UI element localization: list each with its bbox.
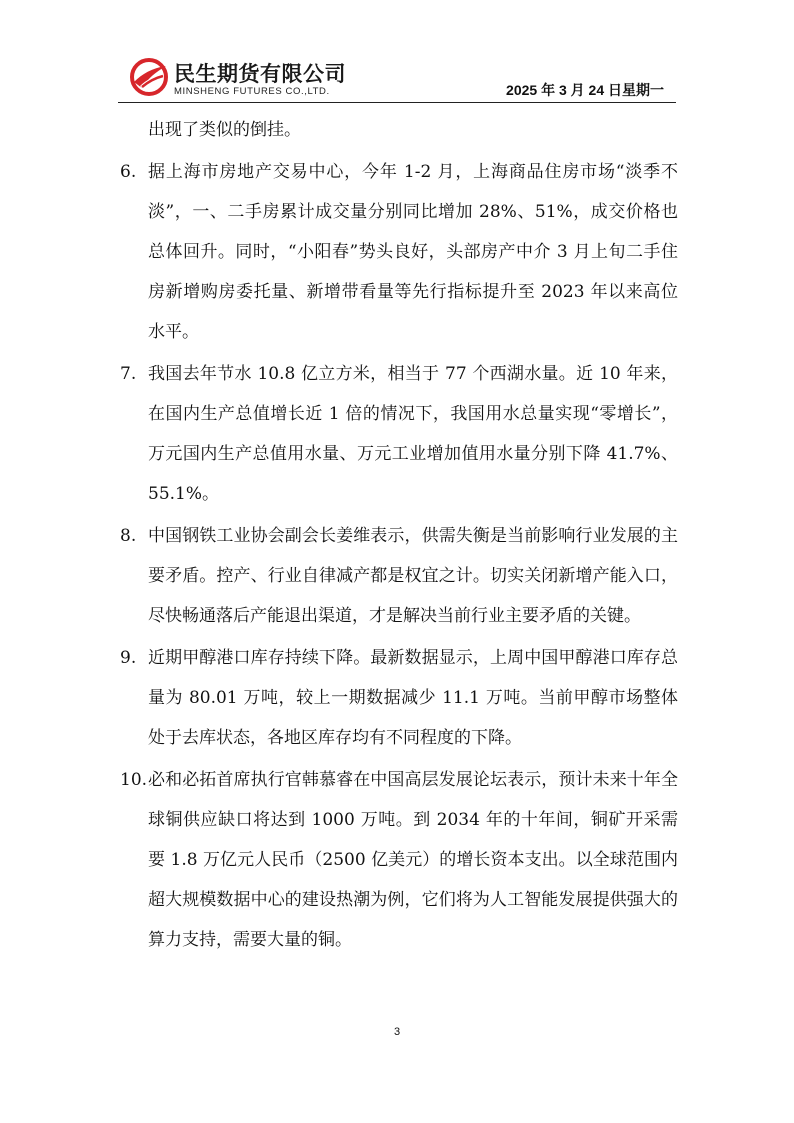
company-name-en: MINSHENG FUTURES CO.,LTD. — [174, 86, 330, 97]
document-body — [118, 110, 678, 960]
company-logo — [128, 56, 368, 100]
list-item-text: 我国去年节水 10.8 亿立方米，相当于 77 个西湖水量。近 10 年来，在国内生产总值增长近 1 倍的情况下，我国用水总量实现“零增长”，万元国内生产总值用水量、万元工业增加值用水量分别下降 41.7%、55.1%。 — [148, 364, 678, 504]
list-item-number: 6. — [120, 162, 137, 182]
list-item-text: 中国钢铁工业协会副会长姜维表示，供需失衡是当前影响行业发展的主要矛盾。控产、行业自律减产都是权宜之计。切实关闭新增产能入口，尽快畅通落后产能退出渠道，才是解决当前行业主要矛盾的关键。 — [148, 526, 678, 626]
header-divider — [118, 102, 676, 103]
list-item-text: 近期甲醇港口库存持续下降。最新数据显示，上周中国甲醇港口库存总量为 80.01 万吨，较上一期数据减少 11.1 万吨。当前甲醇市场整体处于去库状态，各地区库存均有不同程度的下降。 — [148, 648, 678, 748]
list-item-number: 10. — [120, 770, 148, 790]
page-header — [118, 52, 676, 104]
list-item — [118, 152, 678, 352]
list-item-number: 9. — [120, 648, 137, 668]
header-date: 2025 年 3 月 24 日星期一 — [506, 82, 664, 98]
list-item-number: 7. — [120, 364, 137, 384]
company-name-cn: 民生期货有限公司 — [174, 62, 346, 86]
list-item-text: 必和必拓首席执行官韩慕睿在中国高层发展论坛表示，预计未来十年全球铜供应缺口将达到 1000 万吨。到 2034 年的十年间，铜矿开采需要 1.8 万亿元人民币（2500 亿美元）的增长资本支出。以全球范围内超大规模数据中心的建设热潮为例，它们将为人工智能发展提供强大的算力支持，需要大量的铜。 — [148, 770, 678, 950]
list-item — [118, 638, 678, 758]
list-item-text: 据上海市房地产交易中心，今年 1-2 月，上海商品住房市场“淡季不淡”，一、二手房累计成交量分别同比增加 28%、51%，成交价格也总体回升。同时，“小阳春”势头良好，头部房产中介 3 月上旬二手住房新增购房委托量、新增带看量等先行指标提升至 2023 年以来高位水平。 — [148, 162, 678, 342]
minsheng-swoosh-logo-icon — [128, 56, 170, 98]
continuation-paragraph: 出现了类似的倒挂。 — [148, 120, 301, 140]
list-item — [118, 516, 678, 636]
list-item — [118, 760, 678, 960]
page-number: 3 — [393, 1026, 401, 1038]
list-item-number: 8. — [120, 526, 137, 546]
list-item — [118, 354, 678, 514]
